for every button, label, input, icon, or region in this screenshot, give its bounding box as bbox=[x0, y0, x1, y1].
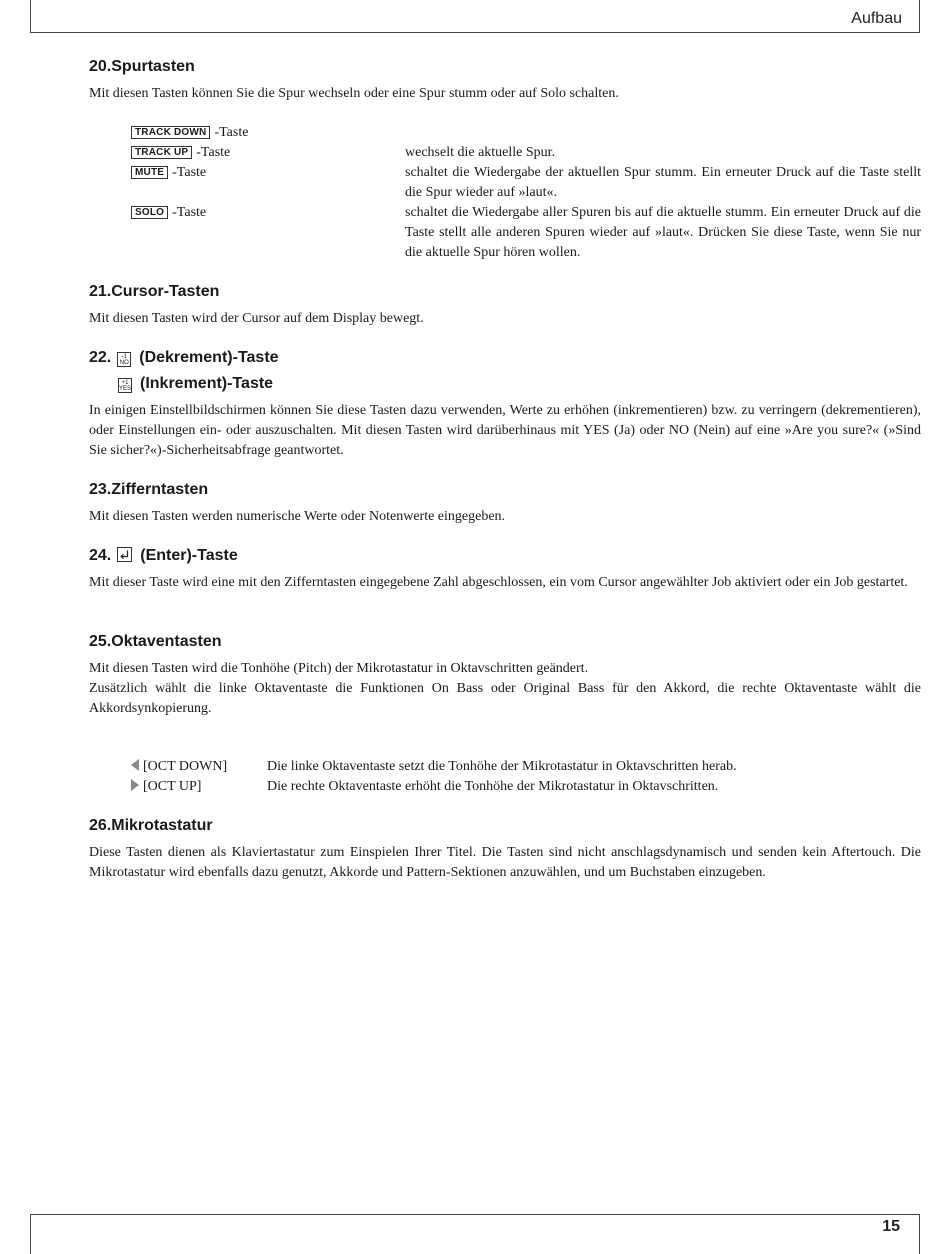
right-arrow-icon bbox=[131, 779, 139, 791]
section-20-intro: Mit diesen Tasten können Sie die Spur wechseln oder eine Spur stumm oder auf Solo schalten. bbox=[89, 86, 619, 101]
key-row-track-down bbox=[131, 123, 248, 143]
section-number: 26. bbox=[89, 817, 112, 834]
section-20-heading bbox=[89, 56, 921, 78]
section-24 bbox=[89, 545, 921, 593]
section-title: Zifferntasten bbox=[111, 481, 209, 498]
section-23 bbox=[89, 479, 921, 527]
track-up-description: wechselt die aktuelle Spur. bbox=[405, 145, 556, 160]
increment-yes-icon bbox=[118, 378, 132, 393]
section-number: 20. bbox=[89, 58, 112, 75]
section-title: Cursor-Tasten bbox=[111, 283, 220, 300]
section-title: Oktaventasten bbox=[111, 633, 222, 650]
section-21 bbox=[89, 281, 921, 329]
key-suffix: -Taste bbox=[172, 165, 207, 180]
section-title: (Inkrement)-Taste bbox=[140, 375, 274, 392]
track-up-key-label: TRACK UP bbox=[131, 146, 192, 159]
section-25-text-2: Zusätzlich wählt die linke Oktaventaste die Funktionen On Bass oder Original Bass für den Akkord, die rechte Oktaventaste wählt die Akkordsynkopierung. bbox=[89, 681, 921, 716]
section-23-heading bbox=[89, 479, 921, 501]
oct-down-row bbox=[131, 757, 227, 777]
key-row-mute bbox=[131, 163, 206, 183]
key-suffix: -Taste bbox=[214, 125, 249, 140]
oct-up-row bbox=[131, 777, 201, 797]
section-25-heading bbox=[89, 631, 921, 653]
section-number: 22. bbox=[89, 349, 112, 366]
key-row-track-up bbox=[131, 143, 230, 163]
enter-icon bbox=[117, 547, 132, 562]
footer-frame bbox=[30, 1214, 920, 1254]
section-number: 21. bbox=[89, 283, 112, 300]
section-22-heading-2 bbox=[89, 373, 921, 395]
icon-top-text: -1 bbox=[121, 354, 127, 360]
mute-key-label: MUTE bbox=[131, 166, 168, 179]
icon-bottom-text: YES bbox=[119, 386, 132, 392]
track-down-key-label: TRACK DOWN bbox=[131, 126, 210, 139]
key-row-solo bbox=[131, 203, 206, 223]
key-suffix: -Taste bbox=[196, 145, 231, 160]
section-26 bbox=[89, 815, 921, 883]
page-number: 15 bbox=[882, 1218, 900, 1235]
decrement-no-icon bbox=[117, 352, 131, 367]
section-title: Spurtasten bbox=[111, 58, 195, 75]
section-22-heading-1 bbox=[89, 347, 921, 369]
section-22-text: In einigen Einstellbildschirmen können Sie diese Tasten dazu verwenden, Werte zu erhöhen (inkrementieren) bzw. zu verringern (dekrementieren), oder Einstellungen ein- oder auszuschalten. Mit diesen Tasten wird darüberhinaus mit YES (Ja) oder NO (Nein) auf eine »Are you sure?« (»Sind Sie sicher?«)-Sicherheitsabfrage geantwortet. bbox=[89, 403, 921, 458]
oct-up-description: Die rechte Oktaventaste erhöht die Tonhöhe der Mikrotastatur in Oktavschritten. bbox=[267, 779, 719, 794]
header-title: Aufbau bbox=[851, 10, 902, 27]
icon-bottom-text: NO bbox=[119, 360, 129, 366]
key-suffix: -Taste bbox=[172, 205, 207, 220]
section-title: (Dekrement)-Taste bbox=[139, 349, 279, 366]
oct-up-label: [OCT UP] bbox=[143, 779, 202, 794]
oct-down-label: [OCT DOWN] bbox=[143, 759, 228, 774]
section-number: 24. bbox=[89, 547, 112, 564]
section-number: 25. bbox=[89, 633, 112, 650]
section-21-text: Mit diesen Tasten wird der Cursor auf dem Display bewegt. bbox=[89, 311, 424, 326]
section-25 bbox=[89, 631, 921, 719]
section-23-text: Mit diesen Tasten werden numerische Werte oder Notenwerte eingegeben. bbox=[89, 509, 506, 524]
header-frame bbox=[30, 0, 920, 33]
solo-description: schaltet die Wiedergabe aller Spuren bis auf die aktuelle stumm. Ein erneuter Druck auf die Taste stellt alle anderen Spuren wieder auf »laut«. Drücken Sie diese Taste, wenn Sie nur die aktuelle Spur hören wollen. bbox=[405, 205, 921, 260]
section-20 bbox=[89, 56, 921, 104]
oct-down-description: Die linke Oktaventaste setzt die Tonhöhe der Mikrotastatur in Oktavschritten herab. bbox=[267, 759, 737, 774]
section-24-heading bbox=[89, 545, 921, 567]
mute-description: schaltet die Wiedergabe der aktuellen Spur stumm. Ein erneuter Druck auf die Taste stellt die Spur wieder auf »laut«. bbox=[405, 165, 921, 200]
icon-top-text: +1 bbox=[121, 380, 129, 386]
section-21-heading bbox=[89, 281, 921, 303]
section-24-text: Mit dieser Taste wird eine mit den Zifferntasten eingegebene Zahl abgeschlossen, ein vom Cursor angewählter Job aktiviert oder ein Job gestartet. bbox=[89, 575, 908, 590]
section-22 bbox=[89, 347, 921, 461]
section-26-heading bbox=[89, 815, 921, 837]
section-title: Mikrotastatur bbox=[111, 817, 213, 834]
section-26-text: Diese Tasten dienen als Klaviertastatur zum Einspielen Ihrer Titel. Die Tasten sind nicht anschlagsdynamisch und senden kein Aftertouch. Die Mikrotastatur wird ebenfalls dazu genutzt, Akkorde und Pattern-Sektionen anzuwählen, und um Buchstaben einzugeben. bbox=[89, 845, 921, 880]
section-number: 23. bbox=[89, 481, 112, 498]
section-title: (Enter)-Taste bbox=[140, 547, 238, 564]
solo-key-label: SOLO bbox=[131, 206, 168, 219]
left-arrow-icon bbox=[131, 759, 139, 771]
section-25-text-1: Mit diesen Tasten wird die Tonhöhe (Pitch) der Mikrotastatur in Oktavschritten geändert. bbox=[89, 661, 589, 676]
